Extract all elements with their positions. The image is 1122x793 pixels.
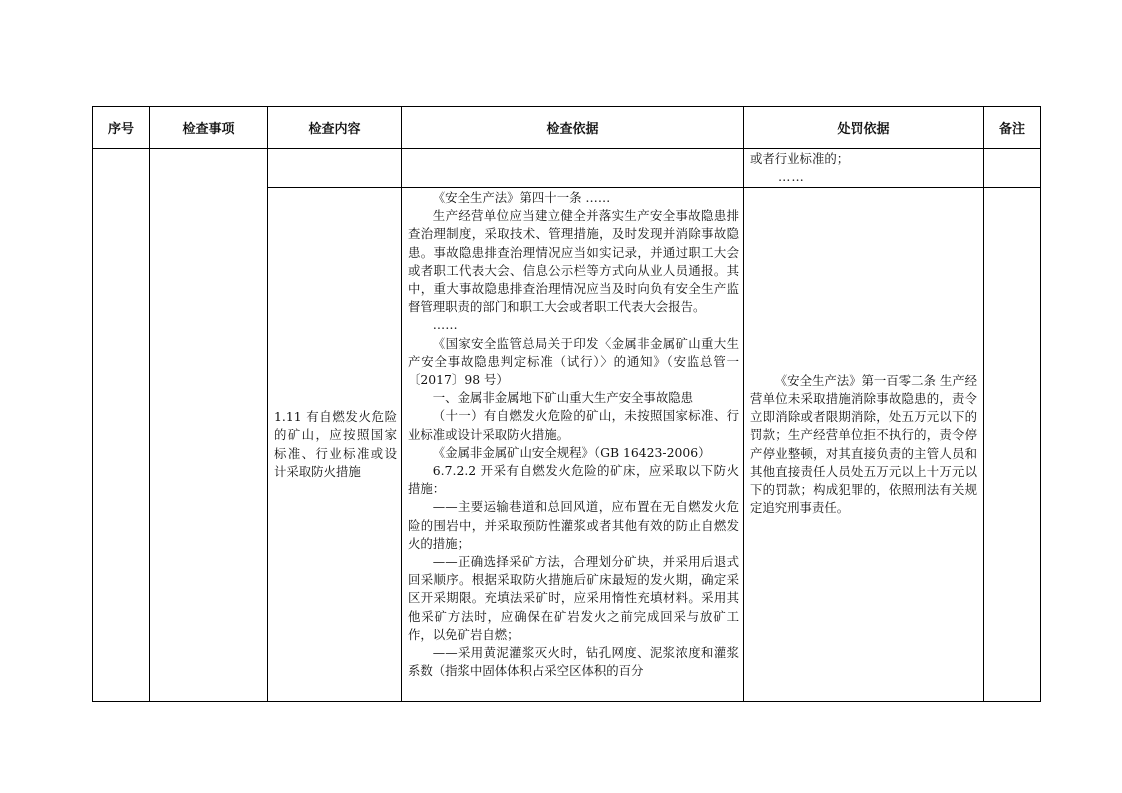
header-basis: 检查依据 — [402, 107, 744, 149]
cell-no — [93, 149, 150, 702]
check-content-text: 1.11 有自燃发火危险的矿山，应按照国家标准、行业标准或设计采取防火措施 — [274, 409, 397, 479]
cell-remark — [984, 188, 1041, 702]
basis-paragraph: 6.7.2.2 开采有自燃发火危险的矿床，应采取以下防火措施： — [408, 463, 739, 497]
cell-content-continued — [268, 149, 402, 188]
basis-paragraph: ——采用黄泥灌浆灭火时，钻孔网度、泥浆浓度和灌浆系数（指浆中固体体积占采空区体积的百分 — [408, 645, 739, 679]
basis-paragraph: ——正确选择采矿方法，合理划分矿块，并采用后退式回采顺序。根据采取防火措施后矿床最短的发火期，确定采区开采期限。充填法采矿时，应采用惰性充填材料。采用其他采矿方法时，应确保在矿岩发火之前完成回采与放矿工作，以免矿岩自燃； — [408, 554, 739, 642]
basis-paragraph: 《金属非金属矿山安全规程》（GB 16423-2006） — [432, 444, 711, 460]
header-penalty: 处罚依据 — [744, 107, 984, 149]
ellipsis: …… — [778, 169, 805, 185]
cell-content — [268, 188, 402, 702]
table-row — [93, 149, 1041, 188]
penalty-text: 或者行业标准的； — [750, 151, 850, 166]
cell-remark — [984, 149, 1041, 188]
basis-paragraph: （十一）有自燃发火危险的矿山，未按照国家标准、行业标准或设计采取防火措施。 — [408, 408, 739, 442]
inspection-table — [92, 106, 1041, 702]
basis-paragraph: 一、金属非金属地下矿山重大生产安全事故隐患 — [432, 390, 693, 406]
basis-text — [402, 188, 743, 701]
cell-penalty — [744, 188, 984, 702]
basis-paragraph: 生产经营单位应当建立健全并落实生产安全事故隐患排查治理制度，采取技术、管理措施，及时发现并消除事故隐患。事故隐患排查治理情况应当如实记录，并通过职工大会或者职工代表大会、信息公示栏等方式向从业人员通报。其中，重大事故隐患排查治理情况应当及时向负有安全生产监督管理职责的部门和职工大会或者职工代表大会报告。 — [408, 208, 739, 315]
basis-paragraph: …… — [432, 317, 458, 333]
cell-basis — [402, 188, 744, 702]
header-no: 序号 — [93, 107, 150, 149]
header-item: 检查事项 — [150, 107, 268, 149]
cell-basis-continued — [402, 149, 744, 188]
penalty-text: 《安全生产法》第一百零二条 生产经营单位未采取措施消除事故隐患的，责令立即消除或者限期消除，处五万元以下的罚款；生产经营单位拒不执行的，责令停产停业整顿，对其直接负责的主管人员和其他直接责任人员处五万元以上十万元以下的罚款；构成犯罪的，依照刑法有关规定追究刑事责任。 — [750, 372, 977, 516]
basis-paragraph: ——主要运输巷道和总回风道，应布置在无自燃发火危险的围岩中，并采取预防性灌浆或者其他有效的防止自燃发火的措施； — [408, 499, 739, 551]
header-row — [93, 107, 1041, 149]
header-remark: 备注 — [984, 107, 1041, 149]
basis-paragraph: 《国家安全监管总局关于印发〈金属非金属矿山重大生产安全事故隐患判定标准（试行）〉的通知》（安监总管一〔2017〕98 号） — [408, 335, 739, 388]
header-content: 检查内容 — [268, 107, 402, 149]
basis-paragraph: 《安全生产法》第四十一条 …… — [432, 190, 611, 205]
cell-item — [150, 149, 268, 702]
cell-penalty-continued — [744, 149, 984, 188]
